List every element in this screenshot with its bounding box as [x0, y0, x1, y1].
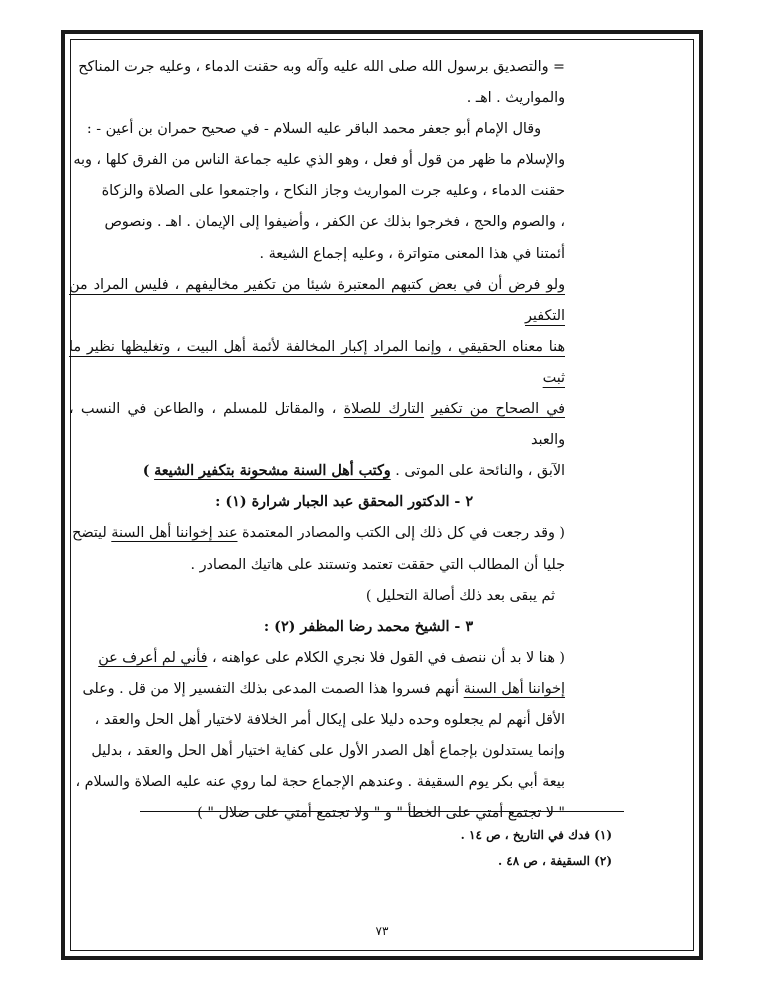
section-heading: ٣ - الشيخ محمد رضا المظفر (٢) : [263, 618, 473, 635]
underlined-phrase: في الصحاح من تكفير [431, 401, 565, 418]
text-span: ليتضح [72, 525, 107, 542]
text-span: ) [142, 463, 150, 480]
underlined-line: ولو فرض أن في بعض كتبهم المعتبرة شيئا من تكفير مخاليفهم ، فليس المراد من التكفير [69, 276, 565, 324]
text-line: ثم يبقى بعد ذلك أصالة التحليل ) [365, 587, 555, 604]
text-line: والإسلام ما ظهر من قول أو فعل ، وهو الذي عليه جماعة الناس من الفرق كلها ، وبه [73, 152, 565, 169]
text-span: الآبق ، والنائحة على الموتى . [395, 463, 565, 480]
text-line [69, 518, 565, 549]
text-span: ( هنا لا بد أن ننصف في القول فلا نجري الكلام على عواهنه ، [211, 649, 565, 666]
main-text [69, 52, 565, 829]
page-number: ٧٣ [375, 924, 389, 938]
text-span: ( وقد رجعت في كل ذلك إلى الكتب والمصادر المعتمدة [242, 525, 565, 542]
text-line: حقنت الدماء ، وعليه جرت المواريث وجاز النكاح ، واجتمعوا على الصلاة والزكاة [101, 183, 565, 200]
text-line [69, 643, 565, 674]
footnotes [140, 822, 620, 874]
text-line [69, 674, 565, 705]
footnote-separator [140, 811, 624, 812]
text-line: جليا أن المطالب التي حققت تعتمد وتستند على هاتيك المصادر . [190, 556, 565, 573]
underlined-phrase: فأني لم أعرف عن [98, 649, 208, 666]
text-line: وقال الإمام أبو جعفر محمد الباقر عليه السلام - في صحيح حمران بن أعين - : [86, 121, 541, 138]
text-span: أنهم فسروا هذا الصمت المدعى بذلك التفسير إلا من قل . وعلى [82, 680, 460, 697]
text-line: وإنما يستدلون بإجماع أهل الصدر الأول على كفاية اختيار أهل الحل والعقد ، بدليل [91, 743, 565, 760]
section-heading: ٢ - الدكتور المحقق عبد الجبار شرارة (١) : [215, 494, 473, 511]
underlined-line: هنا معناه الحقيقي ، وإنما المراد إكبار المخالفة لأئمة أهل البيت ، وتغليظها نظير ما ثبت [69, 338, 565, 386]
text-line [69, 394, 565, 456]
underlined-phrase: وكتب أهل السنة مشحونة بتكفير الشيعة [154, 463, 391, 480]
footnote: (١) فدك في التاريخ ، ص ١٤ . [460, 828, 612, 842]
underlined-phrase: إخواننا أهل السنة [463, 680, 565, 697]
text-line: ، والصوم والحج ، فخرجوا بذلك عن الكفر ، وأضيفوا إلى الإيمان . اهـ . ونصوص [104, 214, 565, 231]
text-line: والمواريث . اهـ . [466, 90, 565, 107]
text-line [69, 456, 565, 487]
text-line: بيعة أبي بكر يوم السقيفة . وعندهم الإجماع حجة لما روي عنه عليه الصلاة والسلام ، [75, 774, 565, 791]
underlined-phrase: التارك للصلاة [343, 401, 425, 418]
underlined-phrase: عند إخواننا أهل السنة [111, 525, 238, 542]
text-line: أئمتنا في هذا المعنى متواترة ، وعليه إجماع الشيعة . [259, 245, 565, 262]
footnote: (٢) السقيفة ، ص ٤٨ . [497, 854, 612, 868]
text-line: الأقل أنهم لم يجعلوه وحده دليلا على إيكال أمر الخلافة لاختيار أهل الحل والعقد ، [94, 711, 565, 728]
text-span: ، والمقاتل للمسلم ، والطاعن في النسب ، والعبد [69, 401, 565, 449]
text-line: = والتصديق برسول الله صلى الله عليه وآله وبه حقنت الدماء ، وعليه جرت المناكح [78, 59, 565, 75]
text-line: " لا تجتمع أمتي على الخطأ " و " ولا تجتمع أمتي على ضلال " ) [197, 805, 565, 822]
